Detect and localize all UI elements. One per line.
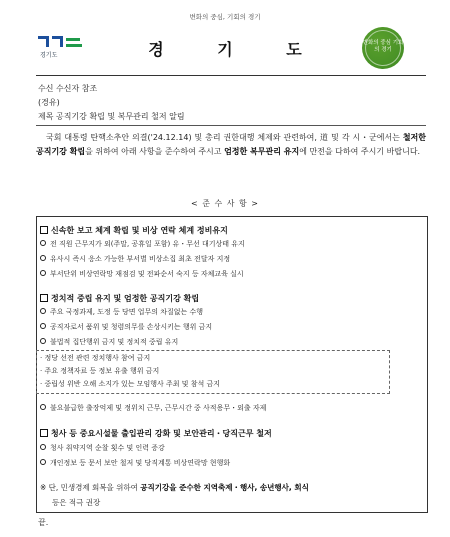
list-item (40, 307, 203, 317)
subject-divider (36, 125, 426, 126)
section-3-title (40, 428, 272, 439)
section-1-title (40, 225, 228, 236)
bullet-circle-icon (40, 255, 46, 261)
list-item-text: 유사시 즉시 응소 가능한 부서별 비상소집 최초 전달자 지정 (50, 255, 231, 263)
body-paragraph (36, 131, 426, 159)
bullet-circle-icon (40, 323, 46, 329)
list-item-text: 부서단위 비상연락망 재점검 및 전파순서 숙지 등 자체교육 실시 (50, 270, 244, 278)
sub-item: · 주요 정책자료 등 정보 유출 행위 금지 (40, 367, 160, 375)
sub-item: · 중립성 위반 오해 소지가 있는 모임행사 주최 및 참석 금지 (40, 380, 221, 388)
seal-text: 변화의 중심 기회의 경기 (362, 40, 404, 53)
bullet-circle-icon (40, 338, 46, 344)
checkbox-square-icon (40, 226, 48, 234)
sub-item: · 정당 선전 관련 정치행사 참여 금지 (40, 354, 151, 362)
body-bold-2: 엄정한 복무관리 유지 (224, 147, 300, 156)
body-text-1: 국회 대통령 탄핵소추안 의결('24.12.14) 및 총리 권한대행 체제와 관련하여, 道 및 각 시・군에서는 (46, 133, 403, 142)
section-1-title-text: 신속한 보고 체계 확립 및 비상 연락 체계 정비유지 (51, 226, 228, 235)
list-item (40, 254, 230, 264)
document-title: 경 기 도 (148, 40, 326, 59)
note-prefix: ※ 단, 민생경제 회복을 위하여 (40, 483, 141, 492)
list-item (40, 239, 245, 249)
bullet-circle-icon (40, 270, 46, 276)
note-bold: 공직기강을 준수한 지역축제・행사, 송년행사, 회식 (140, 483, 309, 492)
list-item-text: 청사 취약지역 순찰 횟수 및 인력 증강 (50, 444, 165, 452)
checkbox-square-icon (40, 294, 48, 302)
list-item (40, 458, 230, 468)
header-slogan: 변화의 중심, 기회의 경기 (189, 13, 261, 21)
list-item (40, 443, 165, 453)
list-item-text: 전 직원 근무지가 외(주말, 공휴일 포함) 유・무선 대기상태 유지 (50, 240, 245, 248)
note-line-1 (40, 482, 309, 493)
bullet-circle-icon (40, 444, 46, 450)
bullet-circle-icon (40, 459, 46, 465)
list-item-text: 불요불급한 출장억제 및 정위치 근무, 근무시간 중 사적용무・외출 자제 (50, 404, 267, 412)
end-mark: 끝. (38, 518, 49, 527)
subject-line: 제목 공직기강 확립 및 복무관리 철저 알림 (38, 112, 185, 121)
checkbox-square-icon (40, 429, 48, 437)
notice-title: < 준 수 사 항 > (190, 199, 260, 208)
list-item (40, 269, 244, 279)
list-item (40, 403, 266, 413)
bullet-circle-icon (40, 404, 46, 410)
section-2-title-text: 정치적 중립 유지 및 엄정한 공직기강 확립 (51, 294, 200, 303)
list-item-text: 공직자로서 품위 및 청렴의무를 손상시키는 행위 금지 (50, 323, 213, 331)
list-item-text: 개인정보 등 문서 보안 철저 및 당직계통 비상연락망 현행화 (50, 459, 231, 467)
via-line: (경유) (38, 98, 60, 107)
section-2-title (40, 293, 199, 304)
list-item-text: 불법적 집단행위 금지 및 정치적 중립 유지 (50, 338, 179, 346)
list-item (40, 337, 178, 347)
note-line-2: 등은 적극 권장 (52, 498, 101, 507)
body-bold-1: 철저한 공직기강 확립 (36, 133, 426, 156)
body-text-2: 을 위하여 아래 사항을 준수하여 주시고 (85, 147, 225, 156)
header-divider (36, 75, 426, 76)
body-text-3: 에 만전을 다하여 주시기 바랍니다. (299, 147, 421, 156)
logo-text: 경기도 (40, 52, 58, 59)
list-item-text: 주요 국정과제, 도정 등 당면 업무의 차질없는 수행 (50, 308, 204, 316)
bullet-circle-icon (40, 240, 46, 246)
recipient-line: 수신 수신자 참조 (38, 84, 98, 93)
section-3-title-text: 청사 등 중요시설물 출입관리 강화 및 보안관리・당직근무 철저 (51, 429, 272, 438)
list-item (40, 322, 212, 332)
slogan-seal (362, 27, 404, 69)
bullet-circle-icon (40, 308, 46, 314)
